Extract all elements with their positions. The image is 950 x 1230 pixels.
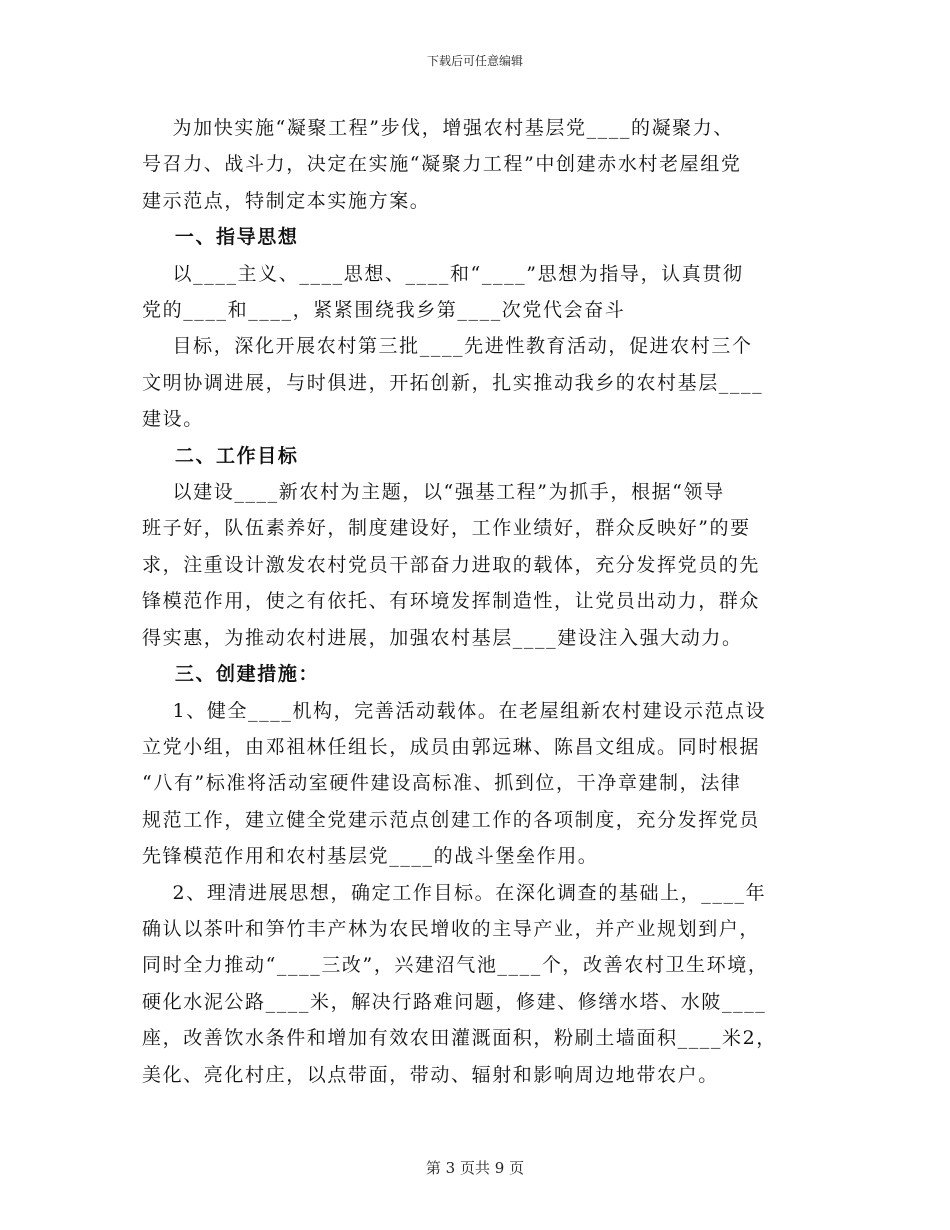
body-line: 为加快实施“凝聚工程”步伐，增强农村基层党____的凝聚力、 bbox=[142, 117, 734, 139]
body-line: 以建设____新农村为主题，以“强基工程”为抓手，根据“领导 bbox=[142, 481, 725, 504]
section-heading-guiding-thought: 一、指导思想 bbox=[142, 226, 299, 249]
body-line: 硬化水泥公路____米，解决行路难问题，修建、修缮水塔、水陂____ bbox=[142, 990, 767, 1013]
body-line: 先锋模范作用和农村基层党____的战斗堡垒作用。 bbox=[142, 845, 599, 868]
body-line: 规范工作，建立健全党建示范点创建工作的各项制度，充分发挥党员 bbox=[142, 808, 761, 831]
body-line: 美化、亮化村庄，以点带面，带动、辐射和影响周边地带农户。 bbox=[142, 1063, 719, 1086]
body-line: 建设。 bbox=[142, 408, 204, 431]
body-line: 锋模范作用，使之有依托、有环境发挥制造性，让党员出动力，群众 bbox=[142, 590, 761, 613]
body-line: 得实惠，为推动农村进展，加强农村基层____建设注入强大动力。 bbox=[142, 626, 743, 649]
section-heading-measures: 三、创建措施： bbox=[142, 663, 320, 686]
page-header: 下载后可任意编辑 bbox=[426, 54, 523, 68]
body-line: 1、健全____机构，完善活动载体。在老屋组新农村建设示范点设 bbox=[142, 699, 767, 722]
body-line: 号召力、战斗力，决定在实施“凝聚力工程”中创建赤水村老屋组党 bbox=[142, 153, 742, 176]
section-heading-work-goals: 二、工作目标 bbox=[142, 444, 299, 467]
body-line: 以____主义、____思想、____和“____”思想为指导，认真贯彻 bbox=[142, 262, 744, 285]
document-body bbox=[142, 110, 802, 1093]
body-line: 座，改善饮水条件和增加有效农田灌溉面积，粉刷土墙面积____米2， bbox=[142, 1027, 777, 1050]
body-line: 确认以茶叶和笋竹丰产林为农民增收的主导产业，并产业规划到户， bbox=[142, 917, 761, 940]
page-footer: 第 3 页共 9 页 bbox=[425, 1159, 525, 1177]
body-line: 求，注重设计激发农村党员干部奋力进取的载体，充分发挥党员的先 bbox=[142, 553, 761, 576]
body-line: 目标，深化开展农村第三批____先进性教育活动，促进农村三个 bbox=[142, 335, 753, 358]
body-line: “八有”标准将活动室硬件建设高标准、抓到位，干净章建制，法律 bbox=[142, 772, 742, 795]
body-line: 建示范点，特制定本实施方案。 bbox=[142, 189, 431, 212]
body-line: 文明协调进展，与时俱进，开拓创新，扎实推动我乡的农村基层____ bbox=[142, 371, 764, 394]
body-line: 2、理清进展思想，确定工作目标。在深化调查的基础上，____年 bbox=[142, 881, 767, 904]
body-line: 党的____和____，紧紧围绕我乡第____次党代会奋斗 bbox=[142, 299, 626, 322]
body-line: 同时全力推动“____三改”，兴建沼气池____个，改善农村卫生环境， bbox=[142, 954, 769, 977]
body-line: 班子好，队伍素养好，制度建设好，工作业绩好，群众反映好”的要 bbox=[142, 517, 751, 540]
body-line: 立党小组，由邓祖林任组长，成员由郭远琳、陈昌文组成。同时根据 bbox=[142, 735, 761, 758]
